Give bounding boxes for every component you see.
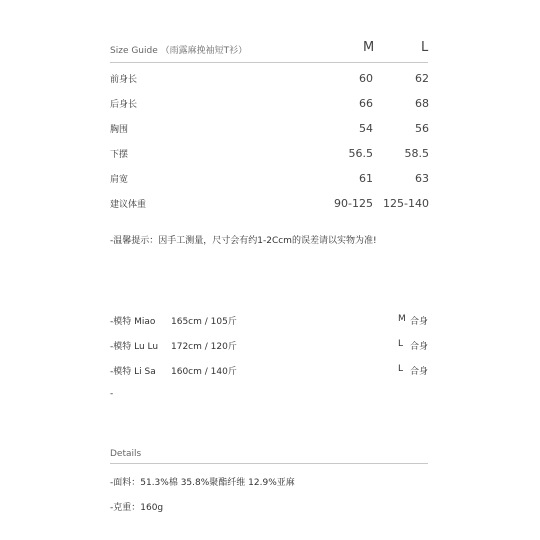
row-value-l: 63 — [415, 172, 429, 185]
details-divider — [110, 463, 428, 464]
model-row — [0, 364, 540, 378]
row-label: 下摆 — [110, 150, 129, 160]
details-title: Details — [110, 449, 142, 459]
table-row — [0, 122, 540, 136]
model-fit: 合身 — [410, 342, 429, 352]
table-row — [0, 97, 540, 111]
model-row — [0, 314, 540, 328]
table-row — [0, 172, 540, 186]
column-header-l: L — [421, 40, 429, 55]
model-fit: 合身 — [410, 367, 429, 377]
row-value-l: 58.5 — [404, 147, 429, 160]
row-value-m: 56.5 — [348, 147, 373, 160]
detail-fabric: -面料：51.3%棉 35.8%聚酯纤维 12.9%亚麻 — [110, 478, 295, 488]
row-value-l: 68 — [415, 97, 429, 110]
model-name: -模特 Li Sa — [110, 367, 156, 377]
model-measurements: 165cm / 105斤 — [171, 317, 237, 327]
row-value-m: 90-125 — [334, 197, 373, 210]
row-label: 建议体重 — [110, 200, 147, 210]
row-value-m: 61 — [359, 172, 373, 185]
model-size: M — [398, 314, 406, 324]
row-label: 肩宽 — [110, 175, 129, 185]
column-header-m: M — [363, 40, 375, 55]
model-fit: 合身 — [410, 317, 429, 327]
row-value-m: 66 — [359, 97, 373, 110]
row-label: 胸围 — [110, 125, 129, 135]
row-value-l: 56 — [415, 122, 429, 135]
measurement-note: -温馨提示：因手工测量，尺寸会有约1-2Ccm的误差请以实物为准! — [110, 236, 377, 246]
model-name: -模特 Lu Lu — [110, 342, 159, 352]
table-row — [0, 72, 540, 86]
table-row — [0, 147, 540, 161]
model-measurements: 172cm / 120斤 — [171, 342, 237, 352]
row-value-m: 54 — [359, 122, 373, 135]
model-row — [0, 339, 540, 353]
row-label: 后身长 — [110, 100, 138, 110]
size-guide-title: Size Guide （雨露麻挽袖短T衫） — [110, 46, 248, 56]
model-name: -模特 Miao — [110, 317, 156, 327]
model-measurements: 160cm / 140斤 — [171, 367, 237, 377]
row-value-l: 125-140 — [383, 197, 429, 210]
row-value-l: 62 — [415, 72, 429, 85]
trailing-dash: - — [110, 389, 114, 399]
row-value-m: 60 — [359, 72, 373, 85]
detail-weight: -克重：160g — [110, 503, 164, 513]
table-row — [0, 197, 540, 211]
model-size: L — [398, 364, 404, 374]
row-label: 前身长 — [110, 75, 138, 85]
model-size: L — [398, 339, 404, 349]
header-divider — [110, 62, 428, 63]
